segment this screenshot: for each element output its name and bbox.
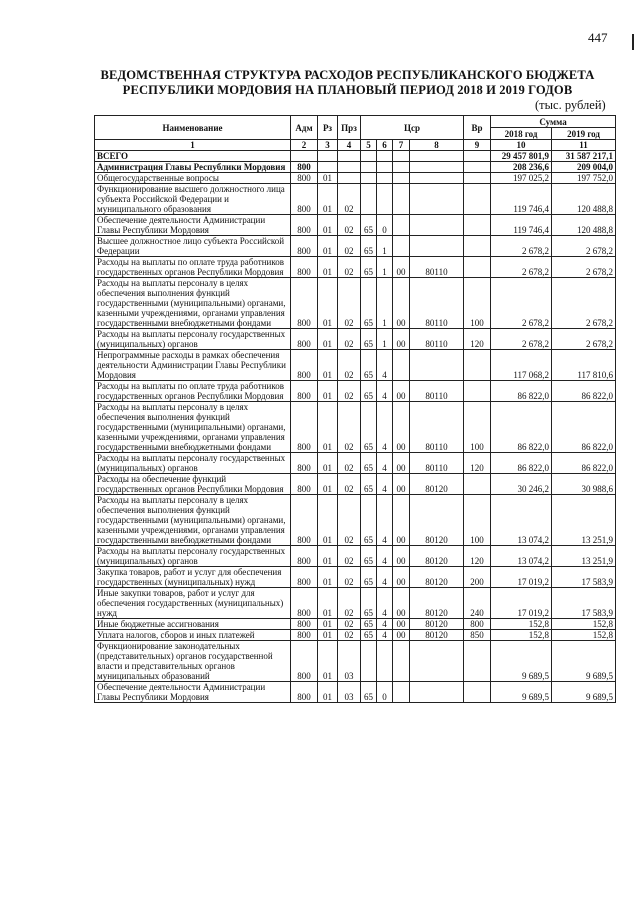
column-index-cell: 9: [464, 140, 491, 151]
table-row: [95, 381, 616, 402]
row-vr: 120: [464, 546, 491, 567]
row-csr-group: [393, 184, 410, 215]
table-row: [95, 619, 616, 630]
row-csr-subprogram: 0: [377, 215, 393, 236]
row-sum-2019: 30 988,6: [552, 474, 616, 495]
row-csr-direction: [410, 236, 464, 257]
row-prz: 02: [338, 381, 361, 402]
table-row: [95, 162, 616, 173]
row-csr-group: 00: [393, 546, 410, 567]
row-name: Расходы на выплаты по оплате труда работников государственных органов Республики Мордовия: [95, 381, 291, 402]
row-csr-direction: [410, 184, 464, 215]
row-csr-subprogram: [377, 184, 393, 215]
row-csr-group: 00: [393, 278, 410, 329]
row-rz: 01: [318, 588, 338, 619]
row-adm: 800: [291, 162, 318, 173]
table-row: [95, 173, 616, 184]
row-csr-program: 65: [361, 402, 377, 453]
row-vr: 850: [464, 630, 491, 641]
row-sum-2018: 152,8: [491, 630, 552, 641]
row-csr-program: 65: [361, 278, 377, 329]
row-csr-program: 65: [361, 236, 377, 257]
row-adm: 800: [291, 453, 318, 474]
row-csr-direction: 80120: [410, 495, 464, 546]
row-csr-direction: 80110: [410, 257, 464, 278]
row-sum-2019: 86 822,0: [552, 453, 616, 474]
row-sum-2019: 17 583,9: [552, 567, 616, 588]
row-prz: 02: [338, 619, 361, 630]
row-vr: [464, 162, 491, 173]
row-vr: 120: [464, 453, 491, 474]
row-csr-direction: [410, 215, 464, 236]
edge-mark: [632, 34, 634, 50]
row-sum-2019: 13 251,9: [552, 495, 616, 546]
row-name: Иные бюджетные ассигнования: [95, 619, 291, 630]
table-row: [95, 453, 616, 474]
row-name: Обеспечение деятельности Администрации Главы Республики Мордовия: [95, 215, 291, 236]
row-prz: 03: [338, 682, 361, 703]
row-rz: 01: [318, 630, 338, 641]
row-sum-2019: 2 678,2: [552, 278, 616, 329]
row-csr-direction: 80110: [410, 381, 464, 402]
row-csr-subprogram: [377, 151, 393, 162]
table-row: [95, 567, 616, 588]
row-csr-direction: [410, 641, 464, 682]
row-csr-subprogram: [377, 641, 393, 682]
row-vr: 800: [464, 619, 491, 630]
row-sum-2019: 2 678,2: [552, 236, 616, 257]
title-line-2: РЕСПУБЛИКИ МОРДОВИЯ НА ПЛАНОВЫЙ ПЕРИОД 2018 И 2019 ГОДОВ: [122, 83, 573, 97]
row-csr-subprogram: 1: [377, 236, 393, 257]
row-csr-subprogram: 1: [377, 278, 393, 329]
row-adm: 800: [291, 402, 318, 453]
row-csr-direction: 80120: [410, 619, 464, 630]
row-sum-2019: 2 678,2: [552, 329, 616, 350]
row-csr-subprogram: 1: [377, 329, 393, 350]
row-sum-2019: 120 488,8: [552, 215, 616, 236]
row-sum-2019: 152,8: [552, 619, 616, 630]
row-adm: 800: [291, 381, 318, 402]
row-vr: [464, 682, 491, 703]
row-csr-direction: [410, 682, 464, 703]
row-sum-2018: 119 746,4: [491, 184, 552, 215]
row-sum-2018: 13 074,2: [491, 495, 552, 546]
row-rz: 01: [318, 381, 338, 402]
row-adm: 800: [291, 236, 318, 257]
row-name: Общегосударственные вопросы: [95, 173, 291, 184]
row-prz: 02: [338, 588, 361, 619]
row-sum-2018: 17 019,2: [491, 588, 552, 619]
row-csr-group: 00: [393, 381, 410, 402]
row-csr-group: [393, 682, 410, 703]
row-csr-program: 65: [361, 546, 377, 567]
row-rz: 01: [318, 329, 338, 350]
row-name: ВСЕГО: [95, 151, 291, 162]
row-rz: 01: [318, 350, 338, 381]
row-csr-group: 00: [393, 474, 410, 495]
row-csr-program: 65: [361, 567, 377, 588]
row-csr-group: 00: [393, 630, 410, 641]
row-csr-direction: 80120: [410, 546, 464, 567]
row-csr-program: 65: [361, 350, 377, 381]
row-name: Расходы на выплаты по оплате труда работников государственных органов Республики Мордовия: [95, 257, 291, 278]
header-csr: Цср: [361, 116, 464, 140]
row-sum-2019: 152,8: [552, 630, 616, 641]
row-name: Расходы на выплаты персоналу государственных (муниципальных) органов: [95, 329, 291, 350]
table-body: [95, 140, 616, 703]
column-index-cell: 3: [318, 140, 338, 151]
table-row: [95, 184, 616, 215]
row-rz: 01: [318, 173, 338, 184]
row-prz: 02: [338, 350, 361, 381]
row-name: Расходы на выплаты персоналу в целях обеспечения выполнения функций государственными (муниципальными) органами, казенными учреждениями, органами управления государственными внебюджетными фондами: [95, 495, 291, 546]
row-csr-direction: [410, 173, 464, 184]
header-prz: Прз: [338, 116, 361, 140]
row-csr-group: [393, 173, 410, 184]
table-row: [95, 641, 616, 682]
row-sum-2018: 86 822,0: [491, 381, 552, 402]
row-csr-program: 65: [361, 329, 377, 350]
row-csr-subprogram: 4: [377, 630, 393, 641]
row-rz: 01: [318, 184, 338, 215]
row-rz: 01: [318, 215, 338, 236]
row-csr-subprogram: 4: [377, 453, 393, 474]
row-csr-program: 65: [361, 619, 377, 630]
row-csr-subprogram: 1: [377, 257, 393, 278]
row-sum-2018: 2 678,2: [491, 236, 552, 257]
table-row: [95, 402, 616, 453]
row-prz: [338, 151, 361, 162]
row-vr: [464, 474, 491, 495]
row-adm: 800: [291, 184, 318, 215]
row-rz: 01: [318, 453, 338, 474]
row-csr-group: 00: [393, 453, 410, 474]
row-name: Расходы на выплаты персоналу в целях обеспечения выполнения функций государственными (муниципальными) органами, казенными учреждениями, органами управления государственными внебюджетными фондами: [95, 278, 291, 329]
row-csr-subprogram: 0: [377, 682, 393, 703]
row-sum-2018: 13 074,2: [491, 546, 552, 567]
column-index-cell: 11: [552, 140, 616, 151]
row-adm: 800: [291, 350, 318, 381]
row-csr-subprogram: 4: [377, 495, 393, 546]
row-prz: 02: [338, 215, 361, 236]
row-sum-2019: 209 004,0: [552, 162, 616, 173]
row-csr-group: [393, 151, 410, 162]
expenditure-table: [94, 115, 616, 703]
table-row: [95, 682, 616, 703]
row-rz: 01: [318, 567, 338, 588]
row-csr-program: 65: [361, 474, 377, 495]
row-csr-program: 65: [361, 495, 377, 546]
row-vr: 100: [464, 495, 491, 546]
row-name: Администрация Главы Республики Мордовия: [95, 162, 291, 173]
row-csr-program: 65: [361, 215, 377, 236]
row-adm: [291, 151, 318, 162]
row-sum-2019: 86 822,0: [552, 381, 616, 402]
row-csr-group: 00: [393, 495, 410, 546]
header-vr: Вр: [464, 116, 491, 140]
column-index-row: [95, 140, 616, 151]
row-name: Непрограммные расходы в рамках обеспечения деятельности Администрации Главы Республики Мордовия: [95, 350, 291, 381]
row-csr-direction: [410, 162, 464, 173]
row-sum-2019: 2 678,2: [552, 257, 616, 278]
row-adm: 800: [291, 329, 318, 350]
row-csr-program: [361, 151, 377, 162]
row-prz: 02: [338, 474, 361, 495]
row-sum-2019: 17 583,9: [552, 588, 616, 619]
row-csr-subprogram: 4: [377, 402, 393, 453]
row-sum-2018: 29 457 801,9: [491, 151, 552, 162]
row-adm: 800: [291, 278, 318, 329]
row-prz: 02: [338, 329, 361, 350]
row-adm: 800: [291, 215, 318, 236]
row-rz: 01: [318, 641, 338, 682]
row-vr: 200: [464, 567, 491, 588]
row-csr-group: [393, 215, 410, 236]
row-csr-group: [393, 641, 410, 682]
row-rz: 01: [318, 278, 338, 329]
row-vr: [464, 350, 491, 381]
table-row: [95, 257, 616, 278]
page-number: 447: [588, 30, 608, 45]
row-vr: 100: [464, 278, 491, 329]
row-vr: [464, 184, 491, 215]
row-csr-direction: 80110: [410, 278, 464, 329]
table-row: [95, 630, 616, 641]
row-csr-subprogram: 4: [377, 619, 393, 630]
row-vr: [464, 257, 491, 278]
row-name: Расходы на выплаты персоналу в целях обеспечения выполнения функций государственными (муниципальными) органами, казенными учреждениями, органами управления государственными внебюджетными фондами: [95, 402, 291, 453]
row-sum-2019: 120 488,8: [552, 184, 616, 215]
row-csr-group: 00: [393, 257, 410, 278]
row-rz: [318, 162, 338, 173]
row-csr-direction: 80120: [410, 567, 464, 588]
row-vr: [464, 151, 491, 162]
row-csr-direction: 80120: [410, 630, 464, 641]
row-adm: 800: [291, 257, 318, 278]
row-csr-group: 00: [393, 402, 410, 453]
header-rz: Рз: [318, 116, 338, 140]
row-sum-2019: 13 251,9: [552, 546, 616, 567]
row-rz: 01: [318, 474, 338, 495]
row-sum-2018: 9 689,5: [491, 641, 552, 682]
row-rz: [318, 151, 338, 162]
column-index-cell: 7: [393, 140, 410, 151]
row-prz: 02: [338, 184, 361, 215]
header-sum: Сумма: [491, 116, 616, 128]
row-name: Высшее должностное лицо субъекта Российской Федерации: [95, 236, 291, 257]
row-csr-subprogram: 4: [377, 546, 393, 567]
row-prz: 02: [338, 236, 361, 257]
row-prz: 03: [338, 641, 361, 682]
row-csr-subprogram: [377, 162, 393, 173]
row-csr-group: 00: [393, 588, 410, 619]
row-sum-2018: 2 678,2: [491, 257, 552, 278]
row-name: Расходы на выплаты персоналу государственных (муниципальных) органов: [95, 546, 291, 567]
row-rz: 01: [318, 546, 338, 567]
row-csr-direction: 80120: [410, 474, 464, 495]
row-csr-program: 65: [361, 453, 377, 474]
table-row: [95, 588, 616, 619]
row-name: Закупка товаров, работ и услуг для обеспечения государственных (муниципальных) нужд: [95, 567, 291, 588]
column-index-cell: 6: [377, 140, 393, 151]
header-year-2019: 2019 год: [552, 128, 616, 140]
row-rz: 01: [318, 257, 338, 278]
row-name: Расходы на обеспечение функций государственных органов Республики Мордовия: [95, 474, 291, 495]
row-prz: 02: [338, 257, 361, 278]
row-csr-program: 65: [361, 257, 377, 278]
row-adm: 800: [291, 682, 318, 703]
row-vr: 120: [464, 329, 491, 350]
row-vr: [464, 381, 491, 402]
row-csr-group: 00: [393, 619, 410, 630]
row-csr-subprogram: 4: [377, 381, 393, 402]
row-csr-program: [361, 641, 377, 682]
row-prz: 02: [338, 278, 361, 329]
row-adm: 800: [291, 567, 318, 588]
row-sum-2018: 208 236,6: [491, 162, 552, 173]
row-adm: 800: [291, 474, 318, 495]
row-csr-program: [361, 162, 377, 173]
table-row: [95, 546, 616, 567]
row-csr-group: [393, 236, 410, 257]
column-index-cell: 5: [361, 140, 377, 151]
table-row: [95, 215, 616, 236]
column-index-cell: 2: [291, 140, 318, 151]
row-rz: 01: [318, 236, 338, 257]
table-row: [95, 329, 616, 350]
column-index-cell: 8: [410, 140, 464, 151]
row-csr-program: 65: [361, 630, 377, 641]
row-sum-2019: 117 810,6: [552, 350, 616, 381]
row-vr: 240: [464, 588, 491, 619]
row-csr-subprogram: 4: [377, 567, 393, 588]
table-row: [95, 474, 616, 495]
row-sum-2019: 31 587 217,1: [552, 151, 616, 162]
title-line-1: ВЕДОМСТВЕННАЯ СТРУКТУРА РАСХОДОВ РЕСПУБЛИКАНСКОГО БЮДЖЕТА: [100, 68, 595, 82]
row-sum-2018: 197 025,2: [491, 173, 552, 184]
table-row: [95, 278, 616, 329]
row-sum-2018: 9 689,5: [491, 682, 552, 703]
row-csr-program: 65: [361, 381, 377, 402]
row-vr: [464, 236, 491, 257]
column-index-cell: 1: [95, 140, 291, 151]
row-csr-group: 00: [393, 329, 410, 350]
row-adm: 800: [291, 641, 318, 682]
row-csr-direction: [410, 151, 464, 162]
header-adm: Адм: [291, 116, 318, 140]
row-csr-direction: 80110: [410, 453, 464, 474]
row-sum-2018: 86 822,0: [491, 453, 552, 474]
row-sum-2019: 9 689,5: [552, 682, 616, 703]
row-sum-2018: 119 746,4: [491, 215, 552, 236]
row-rz: 01: [318, 495, 338, 546]
row-csr-program: 65: [361, 588, 377, 619]
table-row: [95, 350, 616, 381]
row-csr-direction: 80120: [410, 588, 464, 619]
row-csr-subprogram: 4: [377, 588, 393, 619]
row-csr-program: [361, 173, 377, 184]
table-row: [95, 151, 616, 162]
row-csr-subprogram: 4: [377, 350, 393, 381]
row-name: Расходы на выплаты персоналу государственных (муниципальных) органов: [95, 453, 291, 474]
row-prz: [338, 173, 361, 184]
row-name: Уплата налогов, сборов и иных платежей: [95, 630, 291, 641]
row-sum-2018: 30 246,2: [491, 474, 552, 495]
row-csr-direction: 80110: [410, 402, 464, 453]
row-rz: 01: [318, 619, 338, 630]
row-sum-2019: 197 752,0: [552, 173, 616, 184]
row-csr-subprogram: 4: [377, 474, 393, 495]
row-sum-2019: 86 822,0: [552, 402, 616, 453]
header-year-2018: 2018 год: [491, 128, 552, 140]
row-sum-2018: 152,8: [491, 619, 552, 630]
row-prz: [338, 162, 361, 173]
row-sum-2018: 86 822,0: [491, 402, 552, 453]
row-csr-group: [393, 162, 410, 173]
units-label: (тыс. рублей): [535, 98, 606, 112]
row-csr-program: 65: [361, 682, 377, 703]
row-adm: 800: [291, 588, 318, 619]
row-sum-2018: 17 019,2: [491, 567, 552, 588]
row-name: Функционирование высшего должностного лица субъекта Российской Федерации и муниципального образования: [95, 184, 291, 215]
row-vr: 100: [464, 402, 491, 453]
row-prz: 02: [338, 402, 361, 453]
row-prz: 02: [338, 453, 361, 474]
header-name: Наименование: [95, 116, 291, 140]
row-adm: 800: [291, 495, 318, 546]
row-rz: 01: [318, 682, 338, 703]
row-name: Иные закупки товаров, работ и услуг для обеспечения государственных (муниципальных) нужд: [95, 588, 291, 619]
row-csr-group: [393, 350, 410, 381]
row-adm: 800: [291, 173, 318, 184]
column-index-cell: 10: [491, 140, 552, 151]
table-row: [95, 236, 616, 257]
row-rz: 01: [318, 402, 338, 453]
row-csr-program: [361, 184, 377, 215]
row-vr: [464, 641, 491, 682]
row-prz: 02: [338, 567, 361, 588]
row-vr: [464, 215, 491, 236]
row-adm: 800: [291, 546, 318, 567]
row-vr: [464, 173, 491, 184]
row-sum-2018: 2 678,2: [491, 278, 552, 329]
row-sum-2019: 9 689,5: [552, 641, 616, 682]
row-csr-group: 00: [393, 567, 410, 588]
row-csr-subprogram: [377, 173, 393, 184]
row-prz: 02: [338, 546, 361, 567]
row-prz: 02: [338, 495, 361, 546]
document-title: [70, 68, 625, 98]
row-adm: 800: [291, 630, 318, 641]
column-index-cell: 4: [338, 140, 361, 151]
row-csr-direction: 80110: [410, 329, 464, 350]
row-name: Обеспечение деятельности Администрации Главы Республики Мордовия: [95, 682, 291, 703]
row-sum-2018: 2 678,2: [491, 329, 552, 350]
row-prz: 02: [338, 630, 361, 641]
table-row: [95, 495, 616, 546]
row-name: Функционирование законодательных (представительных) органов государственной власти и представительных органов муниципальных образований: [95, 641, 291, 682]
row-sum-2018: 117 068,2: [491, 350, 552, 381]
row-adm: 800: [291, 619, 318, 630]
row-csr-direction: [410, 350, 464, 381]
